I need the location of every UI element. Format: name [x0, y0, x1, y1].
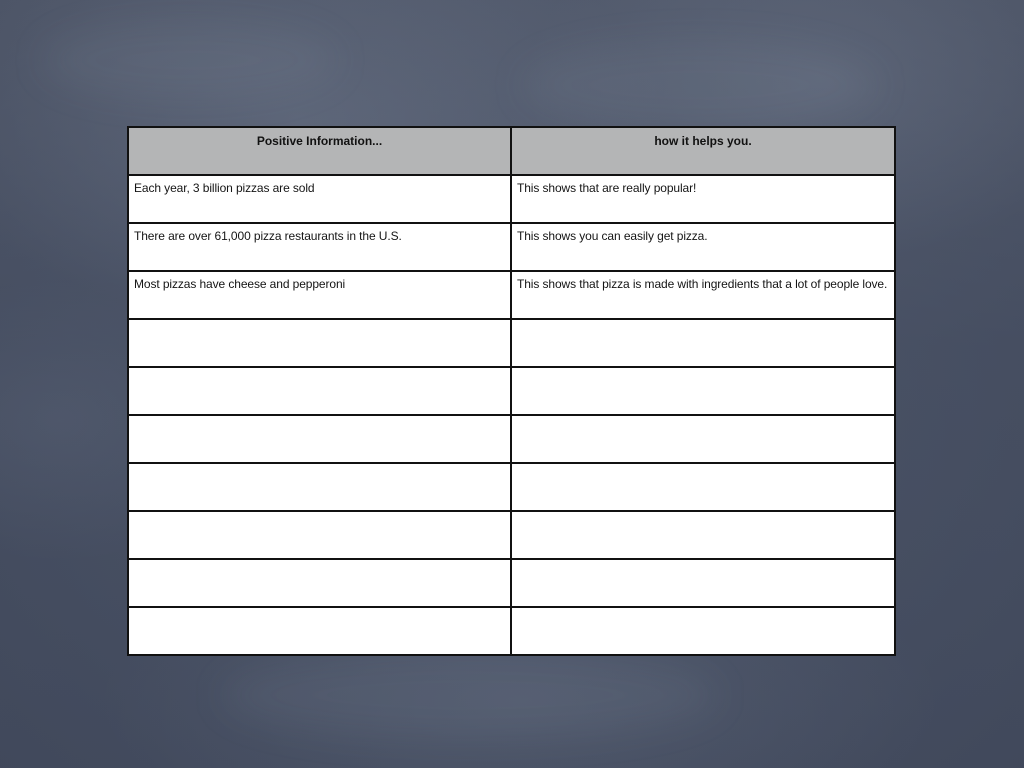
table-cell [128, 559, 511, 607]
cell-text [512, 368, 894, 373]
cell-text [512, 560, 894, 565]
cell-text: This shows that are really popular! [517, 181, 697, 195]
table-row [128, 175, 895, 223]
table-cell [128, 463, 511, 511]
table-cell [511, 463, 895, 511]
header-label: Positive Information... [256, 134, 383, 148]
table-cell [511, 415, 895, 463]
table-row [128, 319, 895, 367]
header-cell-how-it-helps [511, 127, 895, 175]
table-cell [128, 175, 511, 223]
table-row [128, 559, 895, 607]
cell-text [512, 608, 894, 613]
table-cell [511, 607, 895, 655]
cell-text [129, 416, 510, 421]
cell-text: Each year, 3 billion pizzas are sold [134, 181, 315, 195]
cell-text: This shows that pizza is made with ingredients that a lot of people love. [517, 277, 888, 291]
table-cell [128, 415, 511, 463]
table-cell [511, 319, 895, 367]
cell-text [129, 560, 510, 565]
cell-text: Most pizzas have cheese and pepperoni [134, 277, 346, 291]
table-cell [128, 511, 511, 559]
table-cell [128, 223, 511, 271]
table-cell [128, 367, 511, 415]
cell-text [129, 608, 510, 613]
table-row [128, 607, 895, 655]
table-cell [511, 271, 895, 319]
cell-text: There are over 61,000 pizza restaurants in the U.S. [134, 229, 402, 243]
cell-text [129, 512, 510, 517]
table-cell [511, 223, 895, 271]
header-label: how it helps you. [654, 134, 752, 148]
background-smudge [520, 40, 880, 130]
info-table [127, 126, 896, 656]
cell-text [512, 464, 894, 469]
table-row [128, 271, 895, 319]
table-cell [511, 559, 895, 607]
table-cell [511, 175, 895, 223]
table-row [128, 223, 895, 271]
cell-text [129, 368, 510, 373]
header-cell-positive-information [128, 127, 511, 175]
cell-text [512, 320, 894, 325]
table-row [128, 367, 895, 415]
table-row [128, 511, 895, 559]
cell-text: This shows you can easily get pizza. [517, 229, 708, 243]
background-smudge [40, 20, 340, 100]
table-row [128, 415, 895, 463]
background-smudge [220, 650, 720, 740]
cell-text [512, 416, 894, 421]
cell-text [129, 464, 510, 469]
table-cell [128, 271, 511, 319]
table-row [128, 463, 895, 511]
table-cell [511, 367, 895, 415]
cell-text [512, 512, 894, 517]
table-header-row [128, 127, 895, 175]
table-cell [511, 511, 895, 559]
table-cell [128, 607, 511, 655]
table-cell [128, 319, 511, 367]
cell-text [129, 320, 510, 325]
